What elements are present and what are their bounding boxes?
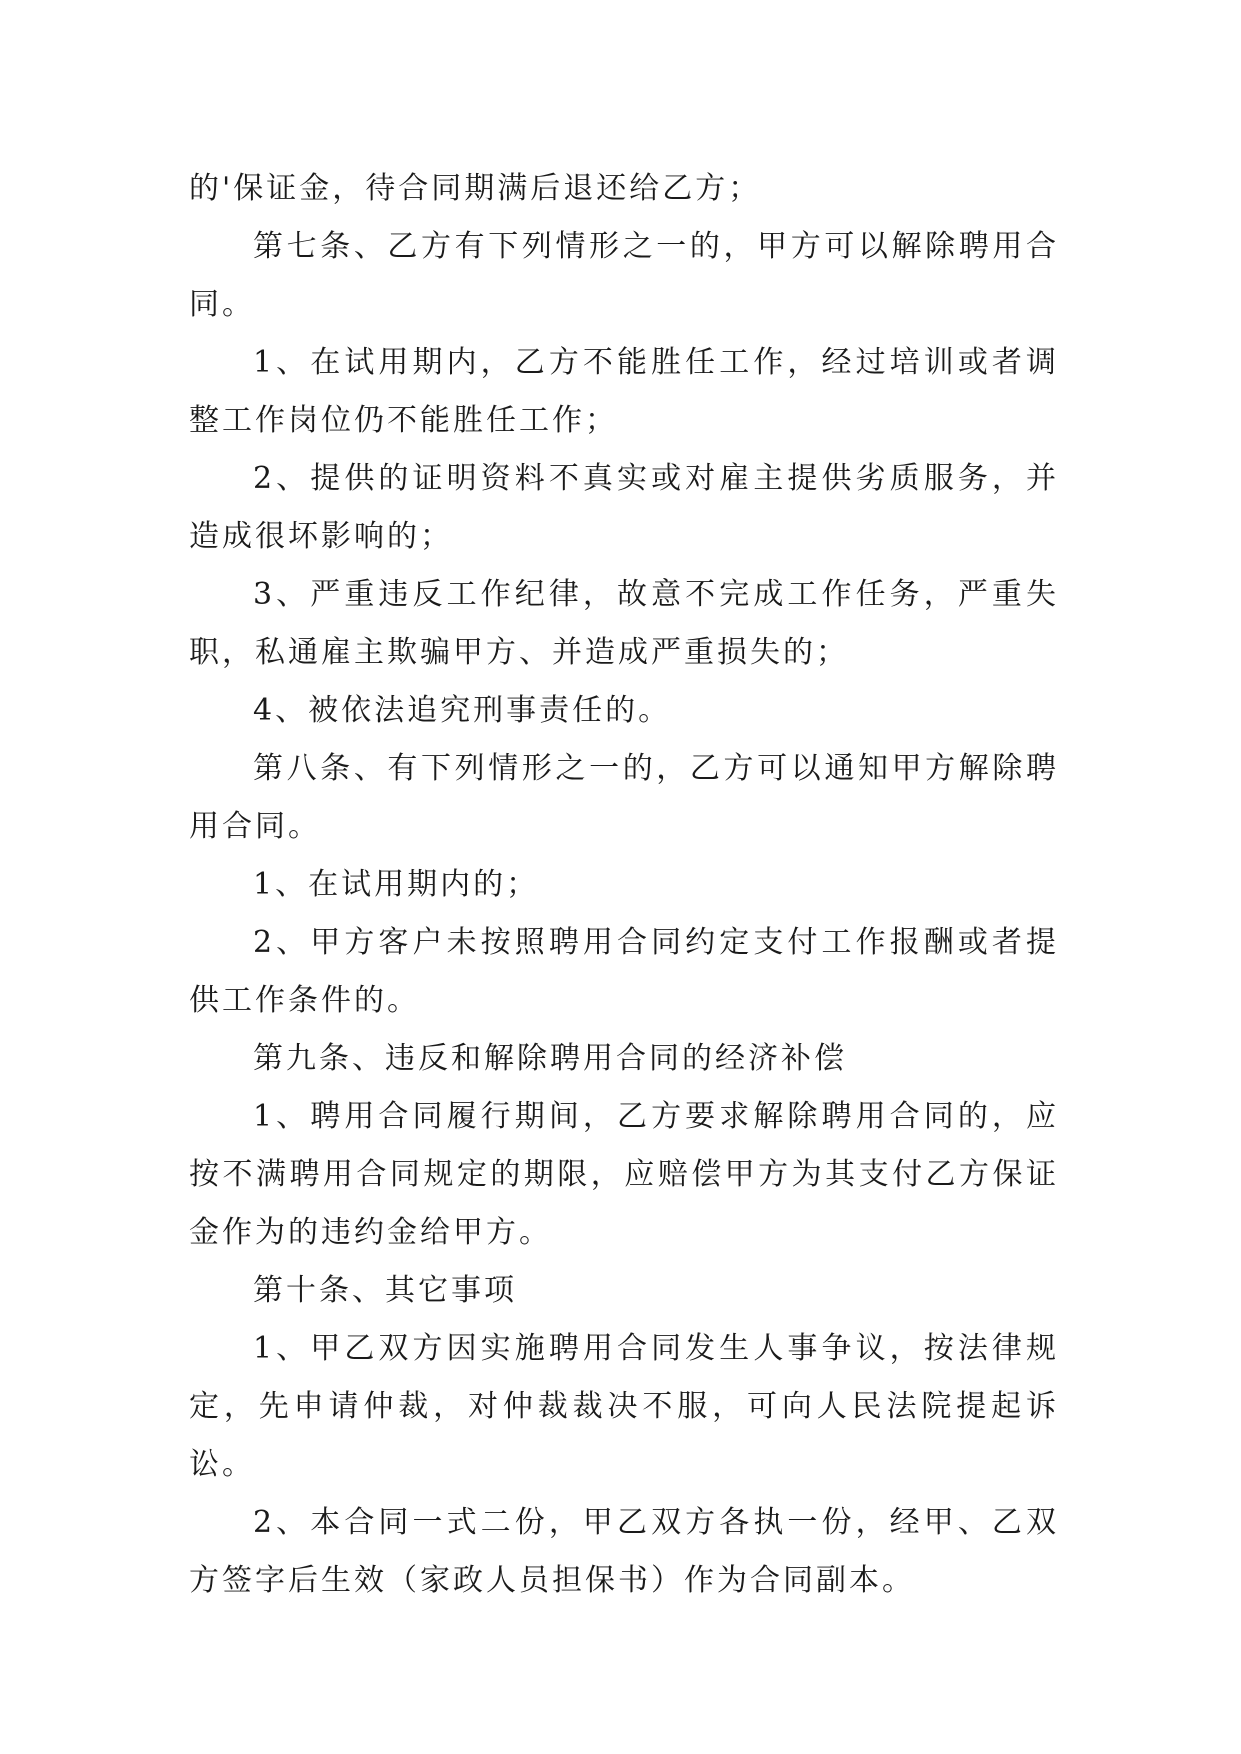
paragraph-6: 4、被依法追究刑事责任的。 (253, 693, 672, 728)
paragraph-12: 第十条、其它事项 (253, 1273, 517, 1308)
paragraph-10: 第九条、违反和解除聘用合同的经济补偿 (253, 1041, 847, 1076)
paragraph-1: 的'保证金，待合同期满后退还给乙方； (189, 171, 762, 206)
paragraph-8: 1、在试用期内的； (253, 867, 540, 902)
paragraph-7: 第八条、有下列情形之一的，乙方可以通知甲方解除聘用合同。 (189, 751, 1059, 844)
paragraph-11: 1、聘用合同履行期间，乙方要求解除聘用合同的，应按不满聘用合同规定的期限，应赔偿甲方为其支付乙方保证金作为的违约金给甲方。 (189, 1099, 1059, 1250)
paragraph-9: 2、甲方客户未按照聘用合同约定支付工作报酬或者提供工作条件的。 (189, 925, 1059, 1018)
paragraph-14: 2、本合同一式二份，甲乙双方各执一份，经甲、乙双方签字后生效（家政人员担保书）作为合同副本。 (189, 1505, 1059, 1598)
paragraph-5: 3、严重违反工作纪律，故意不完成工作任务，严重失职，私通雇主欺骗甲方、并造成严重损失的； (189, 577, 1059, 670)
document-body (189, 160, 1059, 1610)
paragraph-13: 1、甲乙双方因实施聘用合同发生人事争议，按法律规定，先申请仲裁，对仲裁裁决不服，可向人民法院提起诉讼。 (189, 1331, 1059, 1482)
paragraph-4: 2、提供的证明资料不真实或对雇主提供劣质服务，并造成很坏影响的； (189, 461, 1059, 554)
paragraph-3: 1、在试用期内，乙方不能胜任工作，经过培训或者调整工作岗位仍不能胜任工作； (189, 345, 1059, 438)
paragraph-2: 第七条、乙方有下列情形之一的，甲方可以解除聘用合同。 (189, 229, 1059, 322)
